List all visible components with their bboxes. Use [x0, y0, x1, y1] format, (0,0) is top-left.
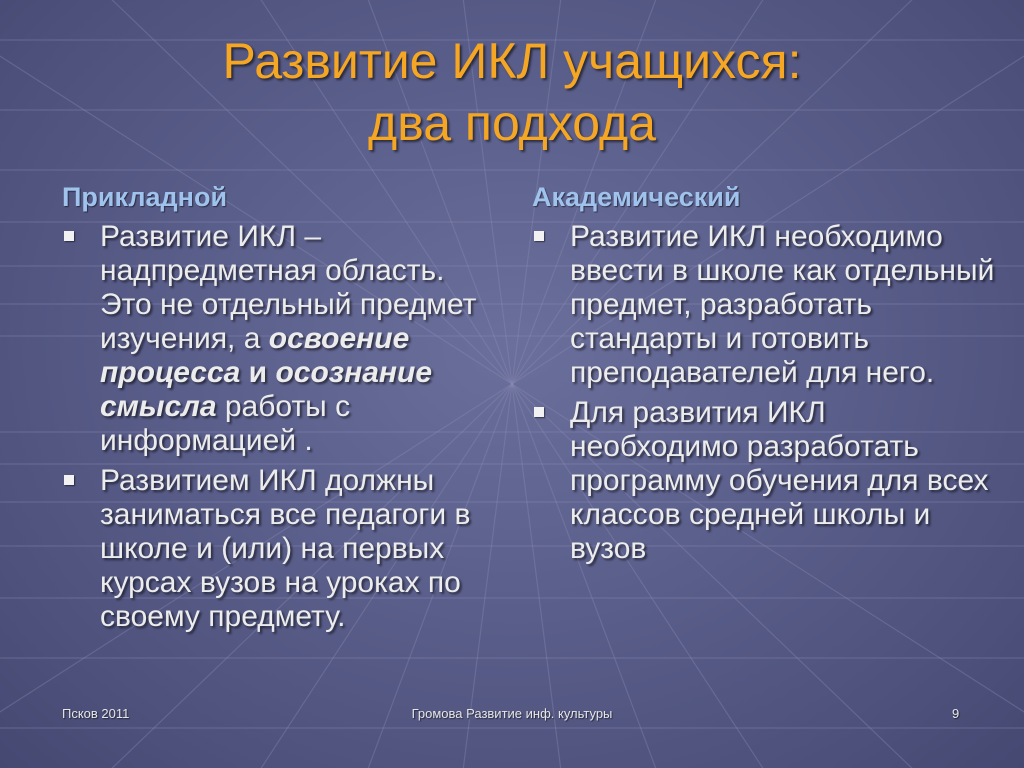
slide-title-line-1: Развитие ИКЛ учащихся:: [222, 33, 802, 89]
academic-approach-column: [532, 178, 1002, 572]
applied-bullet-2-text: Развитием ИКЛ должны заниматься все педагоги в школе и (или) на первых курсах вузов на уроках по своему предмету.: [100, 464, 471, 633]
slide-title-line-2: два подхода: [368, 95, 656, 151]
applied-bullet-1-part-1: Развитие ИКЛ – надпредметная область. Это не отдельный предмет изучения, а: [100, 220, 477, 355]
applied-bullet-1: [62, 220, 502, 458]
footer-author-title: Громова Развитие инф. культуры: [411, 706, 613, 721]
academic-bullet-1-text: Развитие ИКЛ необходимо ввести в школе как отдельный предмет, разработать стандарты и готовить преподавателей для него.: [570, 220, 995, 389]
applied-approach-heading: Прикладной: [62, 182, 228, 212]
applied-bullet-1-conjunction: и: [240, 356, 276, 389]
square-bullet-icon: [534, 407, 544, 417]
academic-bullet-2-text: Для развития ИКЛ необходимо разработать программу обучения для всех классов средней школы и вузов: [570, 396, 989, 565]
square-bullet-icon: [64, 231, 74, 241]
square-bullet-icon: [534, 231, 544, 241]
applied-bullet-1-emphasis-1: освоение процесса: [100, 322, 410, 389]
slide-title: [0, 30, 1024, 154]
applied-bullet-1-part-2: работы с информацией .: [100, 390, 351, 457]
applied-approach-column: [62, 178, 502, 640]
footer-date: Псков 2011: [62, 706, 130, 721]
applied-bullet-1-emphasis-2: осознание смысла: [100, 356, 433, 423]
applied-bullet-2: [62, 464, 502, 634]
academic-bullet-1: [532, 220, 1002, 390]
applied-bullet-1-text: [100, 220, 502, 458]
academic-approach-heading: Академический: [532, 182, 741, 212]
academic-bullet-2: [532, 396, 1002, 566]
slide-number: 9: [952, 706, 960, 721]
square-bullet-icon: [64, 475, 74, 485]
